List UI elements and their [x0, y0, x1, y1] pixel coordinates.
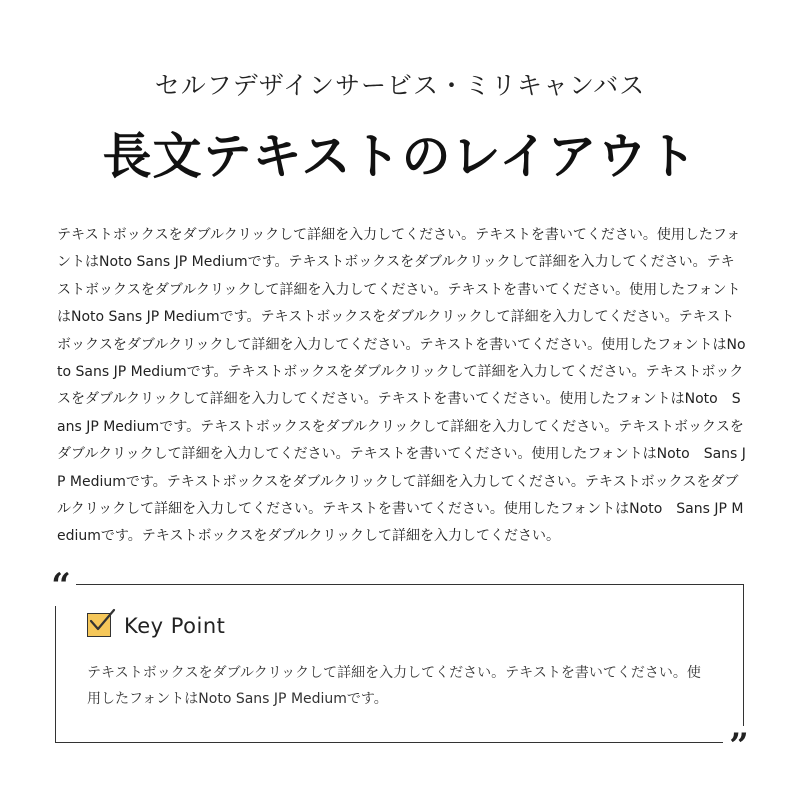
- key-point-label: Key Point: [124, 614, 226, 638]
- open-quote-icon: “: [46, 566, 76, 606]
- checkmark-icon: [86, 607, 118, 637]
- body-paragraph: テキストボックスをダブルクリックして詳細を入力してください。テキストを書いてください。使用したフォントはNoto Sans JP Mediumです。テキストボックスをダブルクリックして詳細を入力してください。テキストボックスをダブルクリックして詳細を入力してください。テキストを書いてください。使用したフォントはNoto Sans JP Mediumです。テキストボックスをダブルクリックして詳細を入力してください。テキストボックスをダブルクリックして詳細を入力してください。テキストを書いてください。使用したフォントはNoto Sans JP Mediumです。テキストボックスをダブルクリックして詳細を入力してください。テキストボックスをダブルクリックして詳細を入力してください。テキストを書いてください。使用したフォントはNoto Sans JP Mediumです。テキストボックスをダブルクリックして詳細を入力してください。テキストボックスをダブルクリックして詳細を入力してください。テキストを書いてください。使用したフォントはNoto Sans JP Mediumです。テキストボックスをダブルクリックして詳細を入力してください。テキストボックスをダブルクリックして詳細を入力してください。テキストを書いてください。使用したフォントはNoto Sans JP Mediumです。テキストボックスをダブルクリックして詳細を入力してください。: [57, 227, 746, 545]
- page-subtitle: セルフデザインサービス・ミリキャンバス: [154, 71, 646, 100]
- page-title: 長文テキストのレイアウト: [102, 128, 698, 185]
- close-quote-icon: ”: [723, 726, 755, 766]
- key-point-text: テキストボックスをダブルクリックして詳細を入力してください。テキストを書いてください。使用したフォントはNoto Sans JP Mediumです。: [87, 665, 701, 707]
